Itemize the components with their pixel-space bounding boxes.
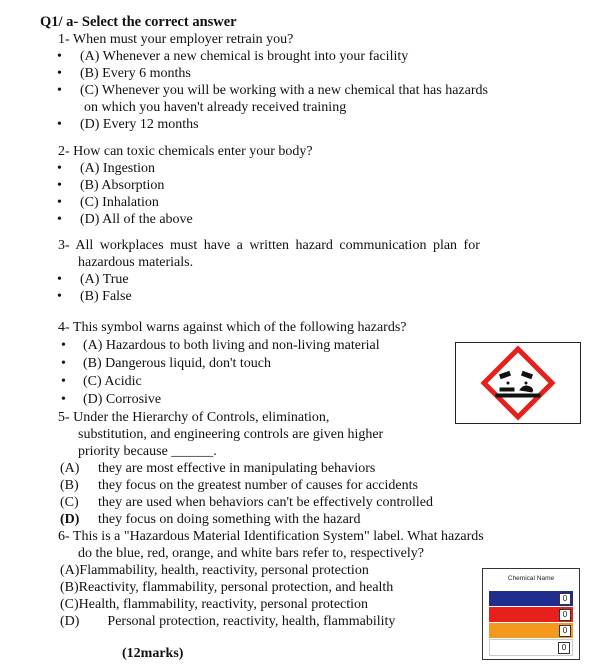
question-3-cont: hazardous materials. [78, 255, 194, 270]
question-6-cont: do the blue, red, orange, and white bars refer to, respectively? [78, 546, 424, 561]
q2-option-c: (C) Inhalation [80, 195, 159, 210]
section-title: Q1/ a- Select the correct answer [40, 14, 237, 30]
bullet: • [57, 195, 62, 210]
hmis-label-title: Chemical Name [507, 575, 555, 582]
q6-option-b: (B)Reactivity, flammability, personal protection, and health [60, 580, 394, 595]
q6-option-d: (D) Personal protection, reactivity, health, flammability [60, 614, 396, 629]
hmis-bar-orange [489, 623, 573, 639]
hmis-bar-value: 0 [558, 642, 570, 654]
q5-option-d-letter: (D) [60, 512, 80, 527]
question-5-cont-2: priority because ______. [78, 444, 217, 459]
question-5: 5- Under the Hierarchy of Controls, elimination, [58, 410, 330, 425]
q5-option-b-letter: (B) [60, 478, 79, 493]
hmis-bar-value: 0 [559, 609, 571, 621]
q4-option-c: (C) Acidic [83, 374, 142, 389]
q5-option-a-letter: (A) [60, 461, 80, 476]
q1-option-d: (D) Every 12 months [80, 117, 199, 132]
bullet: • [57, 83, 62, 98]
question-3: 3- All workplaces must have a written hazard communication plan for [58, 238, 480, 253]
q1-option-c-cont: on which you haven't already received training [84, 100, 347, 115]
question-2: 2- How can toxic chemicals enter your body? [58, 144, 313, 159]
hmis-bar-value: 0 [559, 625, 571, 637]
bullet: • [57, 117, 62, 132]
hmis-bar-white [489, 639, 573, 656]
bullet: • [57, 212, 62, 227]
bullet: • [57, 161, 62, 176]
q6-option-c: (C)Health, flammability, reactivity, personal protection [60, 597, 369, 612]
q3-option-b: (B) False [80, 289, 132, 304]
q5-option-c-letter: (C) [60, 495, 79, 510]
q2-option-a: (A) Ingestion [80, 161, 156, 176]
bullet: • [57, 66, 62, 81]
bullet: • [61, 338, 66, 353]
q6-option-a: (A)Flammability, health, reactivity, personal protection [60, 563, 369, 578]
hmis-bar-red [489, 607, 573, 623]
q5-option-b: they focus on the greatest number of causes for accidents [98, 478, 418, 493]
q2-option-b: (B) Absorption [80, 178, 165, 193]
q1-option-b: (B) Every 6 months [80, 66, 191, 81]
bullet: • [57, 289, 62, 304]
q1-option-a: (A) Whenever a new chemical is brought into your facility [80, 49, 409, 64]
marks-label: (12marks) [122, 646, 184, 661]
q5-option-c: they are used when behaviors can't be effectively controlled [98, 495, 434, 510]
q5-option-d: they focus on doing something with the hazard [98, 512, 361, 527]
hmis-bar-blue [489, 591, 573, 607]
hmis-label [482, 568, 580, 660]
question-5-cont-1: substitution, and engineering controls are given higher [78, 427, 384, 442]
bullet: • [61, 374, 66, 389]
bullet: • [61, 356, 66, 371]
q4-option-a: (A) Hazardous to both living and non-living material [83, 338, 380, 353]
q1-option-c: (C) Whenever you will be working with a new chemical that has hazards [80, 83, 488, 98]
q4-option-b: (B) Dangerous liquid, don't touch [83, 356, 271, 371]
corrosive-icon [456, 343, 580, 423]
bullet: • [61, 392, 66, 407]
hmis-bar-value: 0 [559, 593, 571, 605]
q2-option-d: (D) All of the above [80, 212, 193, 227]
question-1: 1- When must your employer retrain you? [58, 32, 294, 47]
q4-option-d: (D) Corrosive [83, 392, 162, 407]
q3-option-a: (A) True [80, 272, 129, 287]
question-6: 6- This is a "Hazardous Material Identification System" label. What hazards [58, 529, 484, 544]
bullet: • [57, 178, 62, 193]
bullet: • [57, 272, 62, 287]
q5-option-a: they are most effective in manipulating behaviors [98, 461, 376, 476]
bullet: • [57, 49, 62, 64]
ghs-pictogram-box [455, 342, 581, 424]
question-4: 4- This symbol warns against which of the following hazards? [58, 320, 407, 335]
